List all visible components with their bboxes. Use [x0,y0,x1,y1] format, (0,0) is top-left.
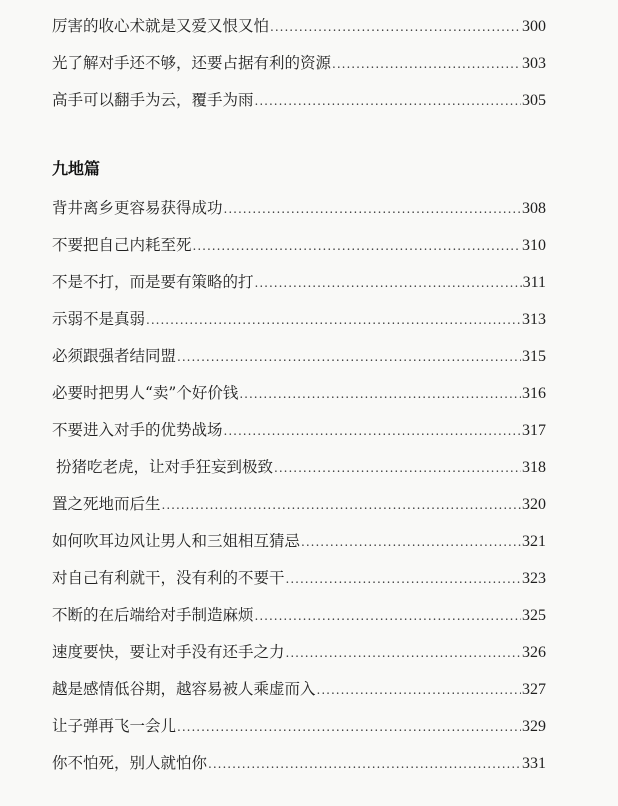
toc-entry[interactable] [52,634,546,671]
toc-entry-page: 316 [522,385,546,402]
toc-entry-page: 327 [522,681,546,698]
toc-entry-page: 305 [522,92,546,109]
toc-entry-title: 示弱不是真弱 [52,310,146,328]
toc-leader-dots [332,46,521,83]
toc-leader-dots [146,302,521,339]
toc-entry-page: 318 [522,459,546,476]
toc-leader-dots [301,524,521,561]
toc-entry-page: 331 [522,755,546,772]
toc-entry[interactable] [52,264,546,301]
toc-entry[interactable] [52,338,546,375]
toc-entry-page: 303 [522,55,546,72]
toc-entry-title: 厉害的收心术就是又爱又恨又怕 [52,17,270,35]
toc-entry[interactable] [52,745,546,782]
toc-entry-title: 不要进入对手的优势战场 [52,421,223,439]
toc-leader-dots [239,376,521,413]
toc-leader-dots [286,561,521,598]
toc-entry[interactable] [52,708,546,745]
toc-entry[interactable] [52,301,546,338]
toc-entry[interactable] [52,560,546,597]
toc-leader-dots [224,191,521,228]
toc-leader-dots [270,9,521,46]
toc-entry[interactable] [52,597,546,634]
toc-entry-title: 速度要快，要让对手没有还手之力 [52,643,285,661]
toc-leader-dots [177,339,521,376]
toc-entry[interactable] [52,8,546,45]
toc-entry-title: 高手可以翻手为云，覆手为雨 [52,91,254,109]
toc-entry[interactable] [52,449,546,486]
toc-entry[interactable] [52,523,546,560]
toc-leader-dots [255,598,521,635]
toc-entry-page: 311 [522,274,546,291]
toc-entry[interactable] [52,190,546,227]
toc-leader-dots [208,746,521,783]
toc-entry[interactable] [52,412,546,449]
toc-entry-title: 不要把自己内耗至死 [52,236,192,254]
toc-entry[interactable] [52,45,546,82]
toc-leader-dots [177,709,521,746]
toc-leader-dots [193,228,521,265]
toc-entry-title: 不是不打，而是要有策略的打 [52,273,254,291]
chapter-title: 九地篇 [52,159,101,178]
toc-leader-dots [274,450,521,487]
toc-entry[interactable] [52,227,546,264]
toc-entry-title: 对自己有利就干，没有利的不要干 [52,569,285,587]
toc-entry-title: 不断的在后端给对手制造麻烦 [52,606,254,624]
toc-leader-dots [286,635,521,672]
toc-entry-page: 320 [522,496,546,513]
toc-entry-page: 326 [522,644,546,661]
toc-entry-page: 300 [522,18,546,35]
toc-entry-title: 让子弹再飞一会儿 [52,717,177,735]
toc-leader-dots [224,413,521,450]
toc-entry-page: 310 [522,237,546,254]
toc-leader-dots [317,672,521,709]
toc-entry-title: 如何吹耳边风让男人和三姐相互猜忌 [52,532,301,550]
toc-entry-title: 置之死地而后生 [52,495,161,513]
toc-entry[interactable] [52,486,546,523]
toc-entry-page: 325 [522,607,546,624]
toc-entry-title: 你不怕死，别人就怕你 [52,754,208,772]
toc-entry-page: 329 [522,718,546,735]
toc-entry-title: 背井离乡更容易获得成功 [52,199,223,217]
toc-chapter-section [52,155,546,782]
toc-leader-dots [255,83,521,120]
toc-entry[interactable] [52,82,546,119]
toc-entry-page: 313 [522,311,546,328]
toc-entry-title: 越是感情低谷期，越容易被人乘虚而入 [52,680,316,698]
toc-entry-page: 317 [522,422,546,439]
toc-entry-page: 315 [522,348,546,365]
toc-leader-dots [255,265,522,302]
toc-entry-page: 308 [522,200,546,217]
toc-entry-title: 光了解对手还不够，还要占据有利的资源 [52,54,332,72]
toc-entry-title: 必须跟强者结同盟 [52,347,177,365]
toc-entry-title: 扮猪吃老虎，让对手狂妄到极致 [56,458,274,476]
toc-leader-dots [162,487,521,524]
toc-entry[interactable] [52,671,546,708]
toc-entry-title: 必要时把男人“卖”个好价钱 [52,384,239,402]
toc-entry-page: 321 [522,533,546,550]
toc-entry-page: 323 [522,570,546,587]
toc-previous-section [52,8,546,119]
toc-entry[interactable] [52,375,546,412]
